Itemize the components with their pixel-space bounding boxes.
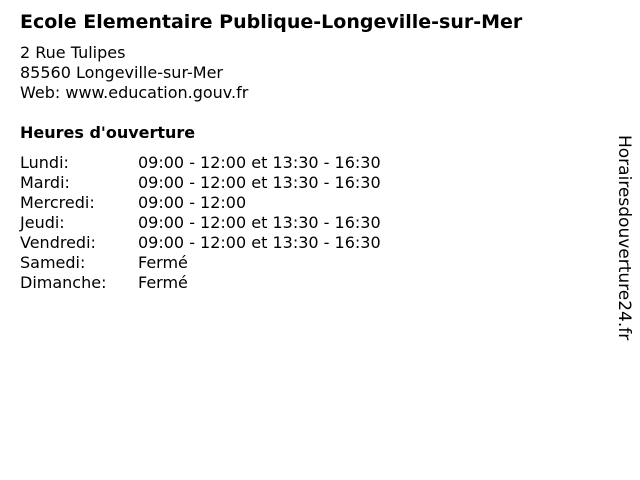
day-label: Jeudi: <box>20 213 65 232</box>
day-label: Dimanche: <box>20 273 107 292</box>
day-label: Mercredi: <box>20 193 95 212</box>
site-watermark: Horairesdouverture24.fr <box>614 135 634 341</box>
hours-row-vendredi <box>20 233 381 253</box>
hours-row-jeudi <box>20 213 381 233</box>
hours-row-samedi <box>20 253 381 273</box>
day-label: Vendredi: <box>20 233 96 252</box>
address-block <box>20 43 248 103</box>
address-city: 85560 Longeville-sur-Mer <box>20 63 223 82</box>
time-value: Fermé <box>138 273 188 292</box>
time-value: Fermé <box>138 253 188 272</box>
time-value: 09:00 - 12:00 et 13:30 - 16:30 <box>138 153 381 172</box>
time-value: 09:00 - 12:00 et 13:30 - 16:30 <box>138 213 381 232</box>
day-label: Mardi: <box>20 173 70 192</box>
hours-row-mercredi <box>20 193 381 213</box>
hours-row-mardi <box>20 173 381 193</box>
time-value: 09:00 - 12:00 et 13:30 - 16:30 <box>138 173 381 192</box>
hours-table <box>20 153 381 293</box>
time-value: 09:00 - 12:00 <box>138 193 247 212</box>
address-street: 2 Rue Tulipes <box>20 43 126 62</box>
hours-row-lundi <box>20 153 381 173</box>
day-label: Lundi: <box>20 153 69 172</box>
day-label: Samedi: <box>20 253 86 272</box>
hours-row-dimanche <box>20 273 381 293</box>
page-title: Ecole Elementaire Publique-Longeville-sur-Mer <box>20 11 523 33</box>
hours-heading: Heures d'ouverture <box>20 123 196 142</box>
address-web: Web: www.education.gouv.fr <box>20 83 249 102</box>
time-value: 09:00 - 12:00 et 13:30 - 16:30 <box>138 233 381 252</box>
